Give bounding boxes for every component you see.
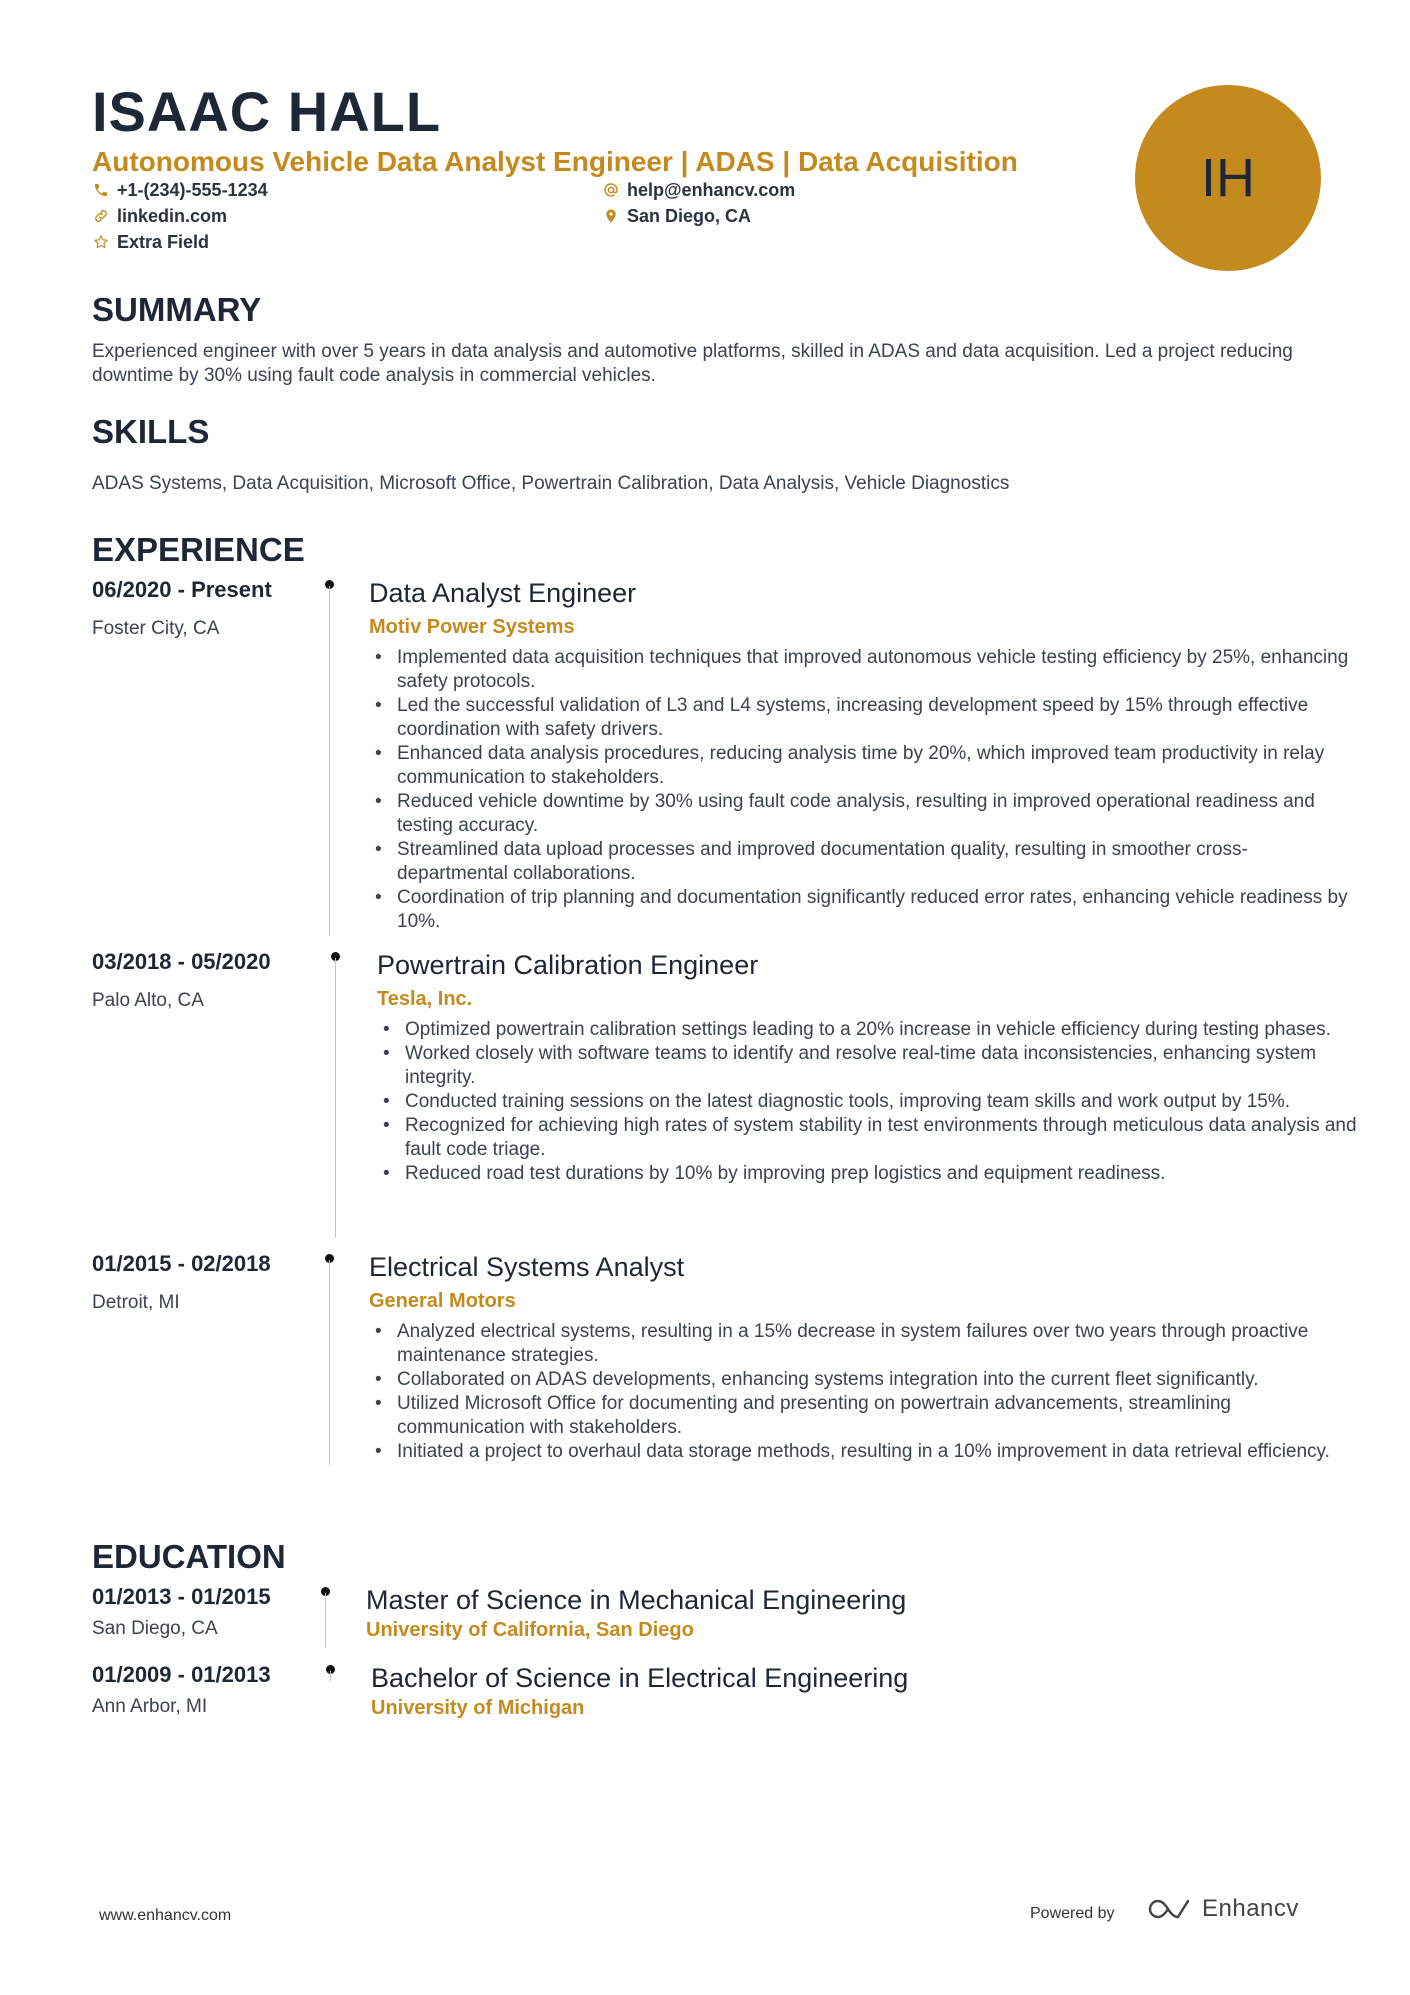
- contact-phone-text: +1-(234)-555-1234: [117, 180, 268, 200]
- job-company: Tesla, Inc.: [377, 988, 473, 1010]
- contact-location-text: San Diego, CA: [627, 206, 752, 226]
- timeline-line: [325, 1593, 326, 1648]
- list-item: • Reduced vehicle downtime by 30% using fault code analysis, resulting in improved operational readiness and testing accuracy.: [397, 790, 1357, 838]
- list-item: • Conducted training sessions on the latest diagnostic tools, improving team skills and work output by 15%.: [405, 1090, 1365, 1114]
- job-location: Detroit, MI: [92, 1292, 180, 1313]
- edu-school: University of Michigan: [371, 1697, 585, 1719]
- star-icon: [92, 233, 110, 251]
- phone-icon: [92, 181, 110, 199]
- contact-phone[interactable]: [92, 178, 268, 202]
- summary-title: SUMMARY: [92, 291, 262, 328]
- edu-location: San Diego, CA: [92, 1618, 218, 1639]
- education-entry: [0, 1661, 1410, 1731]
- contact-linkedin[interactable]: [92, 204, 227, 228]
- timeline-line: [335, 958, 336, 1238]
- candidate-headline: Autonomous Vehicle Data Analyst Engineer | ADAS | Data Acquisition: [92, 146, 1018, 177]
- list-item: • Implemented data acquisition techniques that improved autonomous vehicle testing efficiency by 25%, enhancing safety protocols.: [397, 646, 1357, 694]
- experience-entry: [0, 576, 1410, 936]
- list-item: • Coordination of trip planning and documentation significantly reduced error rates, enhancing vehicle readiness by 10%.: [397, 886, 1357, 934]
- experience-entry: [0, 1250, 1410, 1465]
- job-bullets: [369, 646, 1357, 934]
- job-company: Motiv Power Systems: [369, 616, 575, 638]
- contact-extra: [92, 230, 209, 254]
- list-item: • Optimized powertrain calibration settings leading to a 20% increase in vehicle efficiency during testing phases.: [405, 1018, 1365, 1042]
- timeline-line: [330, 1671, 331, 1681]
- contact-email[interactable]: [602, 178, 795, 202]
- at-icon: [602, 181, 620, 199]
- enhancv-logo[interactable]: [1148, 1894, 1299, 1924]
- skills-text: ADAS Systems, Data Acquisition, Microsoft Office, Powertrain Calibration, Data Analysis, Vehicle Diagnostics: [92, 473, 1010, 494]
- education-entry: [0, 1583, 1410, 1653]
- contact-extra-text: Extra Field: [117, 232, 210, 252]
- avatar-initials: IH: [1135, 85, 1321, 271]
- summary-text: Experienced engineer with over 5 years in data analysis and automotive platforms, skilled in ADAS and data acquisition. Led a project reducing downtime by 30% using fault code analysis in commercial vehicles.: [92, 341, 1293, 386]
- job-location: Palo Alto, CA: [92, 990, 204, 1011]
- edu-location: Ann Arbor, MI: [92, 1696, 208, 1717]
- location-pin-icon: [602, 207, 620, 225]
- contact-email-text: help@enhancv.com: [627, 180, 796, 200]
- edu-degree: Master of Science in Mechanical Engineering: [366, 1585, 907, 1615]
- contact-linkedin-text: linkedin.com: [117, 206, 228, 226]
- job-dates: 06/2020 - Present: [92, 577, 272, 602]
- list-item: • Initiated a project to overhaul data storage methods, resulting in a 10% improvement in data retrieval efficiency.: [397, 1440, 1357, 1464]
- skills-title: SKILLS: [92, 413, 210, 450]
- link-icon: [92, 207, 110, 225]
- experience-title: EXPERIENCE: [92, 531, 305, 568]
- job-bullets: [369, 1320, 1357, 1464]
- list-item: • Streamlined data upload processes and improved documentation quality, resulting in smoother cross-departmental collaborations.: [397, 838, 1357, 886]
- candidate-name: ISAAC HALL: [92, 80, 442, 143]
- enhancv-logo-icon: [1148, 1894, 1196, 1924]
- timeline-line: [329, 586, 330, 936]
- footer-powered-by: Powered by: [1030, 1905, 1115, 1922]
- list-item: • Reduced road test durations by 10% by improving prep logistics and equipment readiness.: [405, 1162, 1365, 1186]
- job-location: Foster City, CA: [92, 618, 220, 639]
- job-company: General Motors: [369, 1290, 516, 1312]
- experience-entry: [0, 948, 1410, 1238]
- timeline-line: [329, 1260, 330, 1465]
- footer-website-link[interactable]: www.enhancv.com: [99, 1907, 232, 1924]
- list-item: • Led the successful validation of L3 and L4 systems, increasing development speed by 15% through effective coordination with safety drivers.: [397, 694, 1357, 742]
- job-dates: 01/2015 - 02/2018: [92, 1251, 271, 1276]
- job-bullets: [377, 1018, 1365, 1186]
- edu-dates: 01/2013 - 01/2015: [92, 1584, 271, 1609]
- enhancv-logo-text: Enhancv: [1202, 1895, 1299, 1922]
- edu-degree: Bachelor of Science in Electrical Engineering: [371, 1663, 909, 1693]
- job-role: Electrical Systems Analyst: [369, 1252, 685, 1282]
- job-role: Data Analyst Engineer: [369, 578, 637, 608]
- edu-dates: 01/2009 - 01/2013: [92, 1662, 271, 1687]
- contact-location: [602, 204, 751, 228]
- list-item: • Utilized Microsoft Office for documenting and presenting on powertrain advancements, streamlining communication with stakeholders.: [397, 1392, 1357, 1440]
- list-item: • Analyzed electrical systems, resulting in a 15% decrease in system failures over two years through proactive maintenance strategies.: [397, 1320, 1357, 1368]
- list-item: • Recognized for achieving high rates of system stability in test environments through meticulous data analysis and fault code triage.: [405, 1114, 1365, 1162]
- list-item: • Worked closely with software teams to identify and resolve real-time data inconsistencies, enhancing system integrity.: [405, 1042, 1365, 1090]
- edu-school: University of California, San Diego: [366, 1619, 694, 1641]
- list-item: • Collaborated on ADAS developments, enhancing systems integration into the current fleet significantly.: [397, 1368, 1357, 1392]
- list-item: • Enhanced data analysis procedures, reducing analysis time by 20%, which improved team productivity in relay communication to stakeholders.: [397, 742, 1357, 790]
- job-role: Powertrain Calibration Engineer: [377, 950, 759, 980]
- education-title: EDUCATION: [92, 1538, 286, 1575]
- job-dates: 03/2018 - 05/2020: [92, 949, 271, 974]
